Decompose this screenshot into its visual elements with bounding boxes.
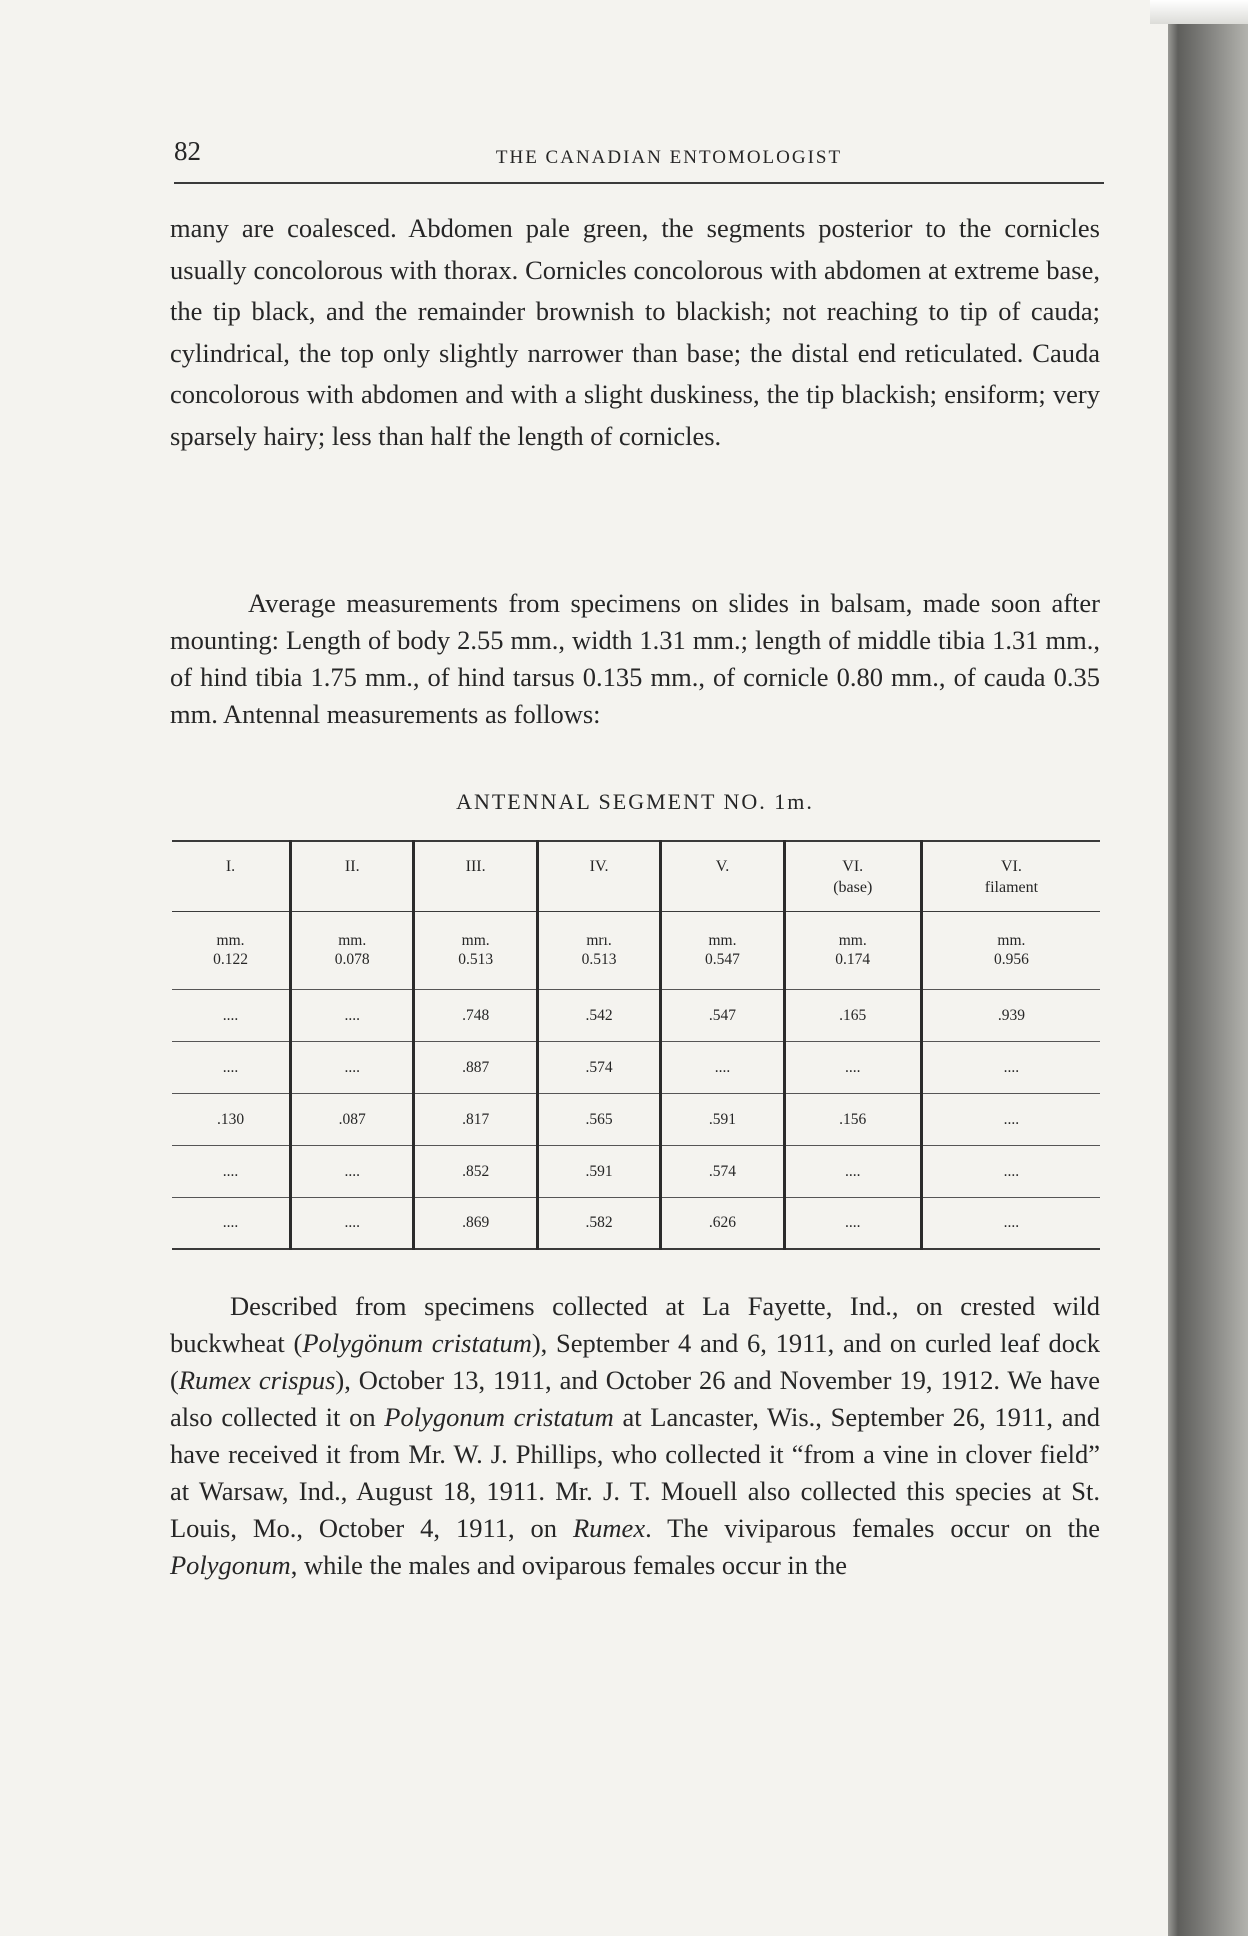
table-cell: .... bbox=[921, 1197, 1100, 1249]
table-row bbox=[172, 1093, 1100, 1145]
table-cell: .... bbox=[921, 1041, 1100, 1093]
text-run: , while the males and oviparous females occur in the bbox=[290, 1550, 848, 1580]
paragraph-measurements: Average measurements from specimens on slides in balsam, made soon after mounting: Length of body 2.55 mm., width 1.31 mm.; length of middle tibia 1.31 mm., of hind tibia 1.75 mm., of hind tarsus 0.135 mm., of cornicle 0.80 mm., of cauda 0.35 mm. Antennal measurements as follows: bbox=[170, 588, 1100, 729]
table-cell: .... bbox=[291, 1041, 414, 1093]
table-cell: .817 bbox=[414, 1093, 537, 1145]
page-number: 82 bbox=[174, 136, 201, 166]
column-header-vi-filament: VI. filament bbox=[921, 841, 1100, 911]
table-cell: .565 bbox=[537, 1093, 660, 1145]
paragraph-description: many are coalesced. Abdomen pale green, the segments posterior to the cornicles usually concolorous with thorax. Cornicles concolorous with abdomen at extreme base, the tip black, and the remainder brownish to blackish; not reaching to tip of cauda; cylindrical, the top only slightly narrower than base; the distal end reticulated. Cauda concolorous with abdomen and with a slight duskiness, the tip blackish; ensiform; very sparsely hairy; less than half the length of cornicles. bbox=[170, 213, 1100, 451]
table-caption: ANTENNAL SEGMENT NO. 1m. bbox=[456, 789, 814, 814]
table-cell: .... bbox=[291, 1145, 414, 1197]
table-cell: .887 bbox=[414, 1041, 537, 1093]
page-header bbox=[174, 136, 1104, 184]
table-row bbox=[172, 1041, 1100, 1093]
table-cell: .... bbox=[784, 1197, 921, 1249]
table-cell: .591 bbox=[661, 1093, 784, 1145]
table-cell: mm. 0.547 bbox=[661, 911, 784, 989]
table-cell: .748 bbox=[414, 989, 537, 1041]
table-cell: .542 bbox=[537, 989, 660, 1041]
table-row bbox=[172, 989, 1100, 1041]
table-cell: .... bbox=[291, 989, 414, 1041]
table-cell: .... bbox=[291, 1197, 414, 1249]
table-cell: .852 bbox=[414, 1145, 537, 1197]
table-cell: .... bbox=[661, 1041, 784, 1093]
table-cell: .... bbox=[222, 1214, 239, 1232]
table-cell: .087 bbox=[291, 1093, 414, 1145]
table-cell: mm. 0.174 bbox=[784, 911, 921, 989]
genus-name: Rumex bbox=[572, 1513, 646, 1543]
table-cell: .869 bbox=[414, 1197, 537, 1249]
table-cell: mm. 0.078 bbox=[291, 911, 414, 989]
text-run: at Lancaster, Wis., September 26, 1911, and have received it from Mr. W. J. Phillips, who collected it “from a vine in clover field” at Warsaw, Ind., August 18, 1911. Mr. J. T. Mouell also collected this species at St. Louis, Mo., October 4, 1911, on bbox=[170, 1402, 1100, 1543]
table-cell: .... bbox=[921, 1145, 1100, 1197]
table-cell: .... bbox=[921, 1093, 1100, 1145]
book-spine-edge bbox=[1168, 24, 1248, 1936]
table-row bbox=[172, 1197, 1100, 1249]
column-header-vi-base: VI. (base) bbox=[784, 841, 921, 911]
table-row bbox=[172, 911, 1100, 989]
text-run: . The viviparous females occur on the bbox=[645, 1513, 1100, 1543]
table-cell: .... bbox=[784, 1041, 921, 1093]
column-header-iv: IV. bbox=[537, 841, 660, 911]
table-cell: .... bbox=[172, 1041, 291, 1093]
text-run: ), October 13, 1911, and October 26 and November 19, 1912. We have also collected it on bbox=[170, 1365, 1100, 1432]
column-header-i: I. bbox=[172, 841, 291, 911]
species-name: Polygönum cristatum bbox=[302, 1328, 532, 1358]
book-page bbox=[170, 0, 1105, 1936]
table-cell: .574 bbox=[537, 1041, 660, 1093]
table-cell: .165 bbox=[784, 989, 921, 1041]
column-header-iii: III. bbox=[414, 841, 537, 911]
species-name: Rumex crispus bbox=[178, 1365, 336, 1395]
column-header-v: V. bbox=[661, 841, 784, 911]
table-cell: .547 bbox=[661, 989, 784, 1041]
genus-name: Polygonum bbox=[170, 1550, 291, 1580]
paragraph-collection-records bbox=[170, 1288, 1100, 1584]
table-cell: mrı. 0.513 bbox=[537, 911, 660, 989]
table-cell: .626 bbox=[661, 1197, 784, 1249]
table-cell: .130 bbox=[172, 1093, 291, 1145]
table-cell: .... bbox=[784, 1145, 921, 1197]
table-cell: mm. 0.122 bbox=[172, 911, 291, 989]
page-edge-shadow-top bbox=[1150, 0, 1248, 24]
running-title: THE CANADIAN ENTOMOLOGIST bbox=[495, 147, 843, 168]
table-cell: mm. 0.956 bbox=[921, 911, 1100, 989]
table-cell: .939 bbox=[921, 989, 1100, 1041]
antennal-measurement-table bbox=[172, 840, 1100, 1250]
text-run: Described from specimens collected at La Fayette, Ind., on crested wild buckwheat ( bbox=[170, 1291, 1100, 1358]
table-cell: mm. 0.513 bbox=[414, 911, 537, 989]
table-cell: .... bbox=[172, 1145, 291, 1197]
table-header-row bbox=[172, 841, 1100, 911]
table-cell: .591 bbox=[537, 1145, 660, 1197]
table-cell: .... bbox=[172, 989, 291, 1041]
column-header-ii: II. bbox=[291, 841, 414, 911]
table-cell: .574 bbox=[661, 1145, 784, 1197]
text-run: ), September 4 and 6, 1911, and on curled leaf dock ( bbox=[170, 1328, 1100, 1395]
table-cell: .156 bbox=[784, 1093, 921, 1145]
table-row bbox=[172, 1145, 1100, 1197]
species-name: Polygonum cristatum bbox=[384, 1402, 614, 1432]
table-cell: .582 bbox=[537, 1197, 660, 1249]
